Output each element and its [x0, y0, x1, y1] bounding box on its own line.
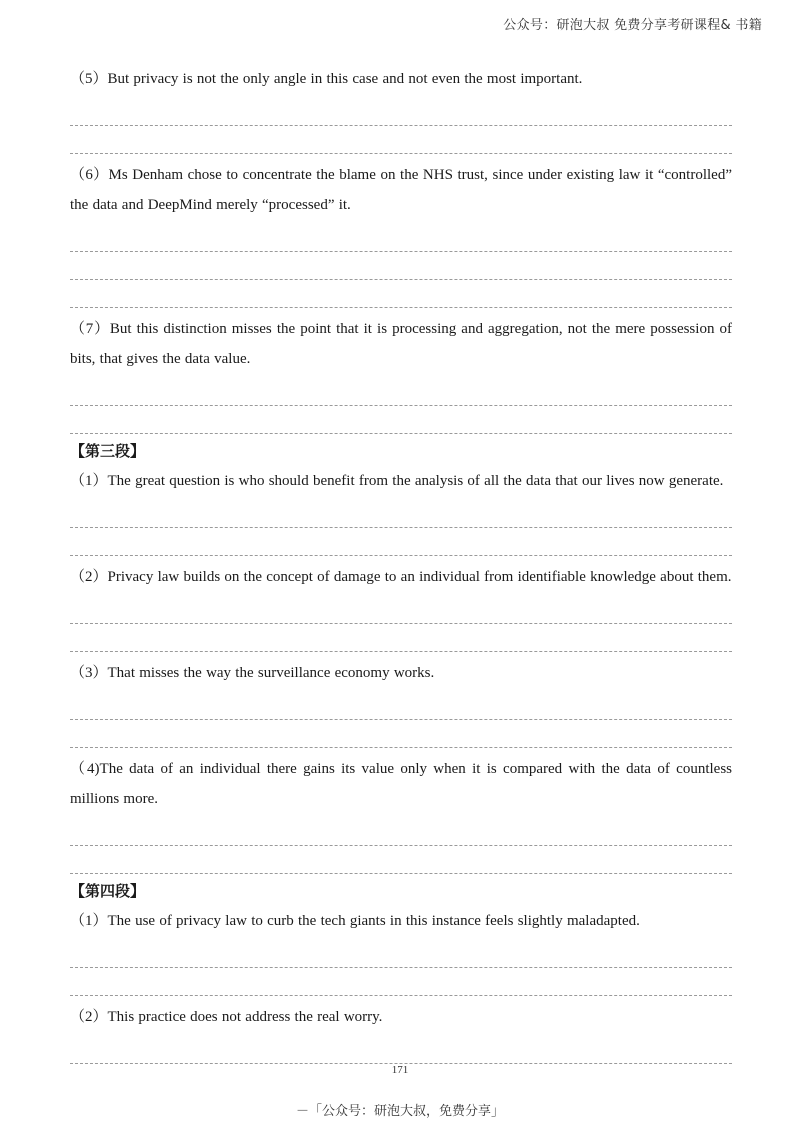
source-sentence: （1）The great question is who should benefit from the analysis of all the data that our lives now generate.: [70, 473, 724, 489]
translation-answer-area: [70, 500, 732, 556]
answer-line[interactable]: [70, 528, 732, 556]
translation-answer-area: [70, 692, 732, 748]
answer-line[interactable]: [70, 968, 732, 996]
answer-line[interactable]: [70, 280, 732, 308]
header-watermark-note: 公众号：研泡大叔 免费分享考研课程& 书籍: [503, 18, 762, 33]
answer-line[interactable]: [70, 720, 732, 748]
worksheet-content: [70, 64, 732, 1070]
exercise-item: [70, 754, 732, 874]
exercise-item: [70, 64, 732, 154]
footer-watermark-note: －「公众号：研泡大叔，免费分享」: [295, 1104, 504, 1119]
answer-line[interactable]: [70, 818, 732, 846]
section-heading: 【第四段】: [70, 882, 146, 900]
source-sentence: （1）The use of privacy law to curb the tech giants in this instance feels slightly maladapted.: [70, 913, 640, 929]
source-sentence: （7）But this distinction misses the point that it is processing and aggregation, not the mere possession of bits, that gives the data value.: [70, 321, 732, 367]
translation-answer-area: [70, 98, 732, 154]
answer-line[interactable]: [70, 406, 732, 434]
exercise-item: [70, 658, 732, 748]
answer-line[interactable]: [70, 846, 732, 874]
source-sentence: （5）But privacy is not the only angle in this case and not even the most important.: [70, 71, 583, 87]
answer-line[interactable]: [70, 940, 732, 968]
exercise-item: [70, 906, 732, 996]
answer-line[interactable]: [70, 126, 732, 154]
translation-answer-area: [70, 940, 732, 996]
source-sentence: （3）That misses the way the surveillance economy works.: [70, 665, 435, 681]
source-sentence: （2）This practice does not address the real worry.: [70, 1009, 383, 1025]
source-sentence: （6）Ms Denham chose to concentrate the blame on the NHS trust, since under existing law it “controlled” the data and DeepMind merely “processed” it.: [70, 167, 732, 213]
exercise-item: [70, 160, 732, 308]
exercise-item: [70, 562, 732, 652]
exercise-item: [70, 1002, 732, 1064]
translation-answer-area: [70, 378, 732, 434]
answer-line[interactable]: [70, 500, 732, 528]
answer-line[interactable]: [70, 98, 732, 126]
exercise-item: [70, 466, 732, 556]
answer-line[interactable]: [70, 624, 732, 652]
section-heading: 【第三段】: [70, 442, 146, 460]
answer-line[interactable]: [70, 1036, 732, 1064]
translation-answer-area: [70, 224, 732, 308]
source-sentence: （2）Privacy law builds on the concept of damage to an individual from identifiable knowledge about them.: [70, 569, 732, 585]
answer-line[interactable]: [70, 692, 732, 720]
answer-line[interactable]: [70, 596, 732, 624]
translation-answer-area: [70, 818, 732, 874]
answer-line[interactable]: [70, 252, 732, 280]
translation-answer-area: [70, 1036, 732, 1064]
exercise-item: [70, 314, 732, 434]
answer-line[interactable]: [70, 378, 732, 406]
answer-line[interactable]: [70, 224, 732, 252]
page-number: 171: [391, 1064, 409, 1076]
source-sentence: （4)The data of an individual there gains its value only when it is compared with the data of countless millions more.: [70, 761, 732, 807]
translation-answer-area: [70, 596, 732, 652]
